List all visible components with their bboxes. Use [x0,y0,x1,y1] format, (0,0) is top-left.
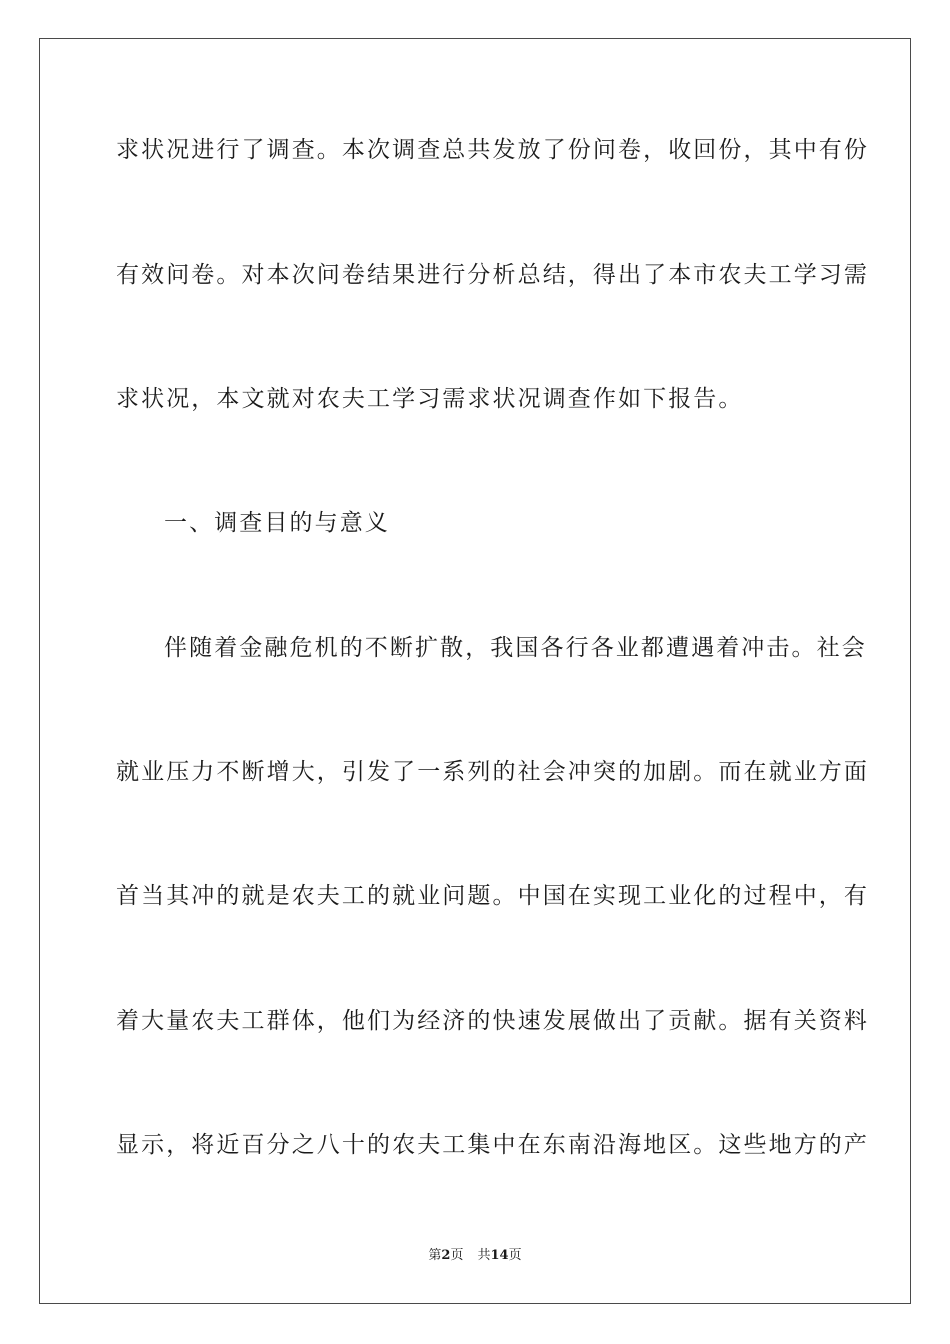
body-line: 显示，将近百分之八十的农夫工集中在东南沿海地区。这些地方的产 [116,1132,869,1158]
body-line: 求状况，本文就对农夫工学习需求状况调查作如下报告。 [116,386,744,412]
body-line: 就业压力不断增大，引发了一系列的社会冲突的加剧。而在就业方面 [116,759,869,785]
section-heading: 一、调查目的与意义 [164,510,390,536]
body-line: 着大量农夫工群体，他们为经济的快速发展做出了贡献。据有关资料 [116,1008,869,1034]
page-footer [0,1247,950,1265]
footer-page-number: 2 [441,1248,451,1263]
body-line: 首当其冲的就是农夫工的就业问题。中国在实现工业化的过程中，有 [116,883,869,909]
page-border [39,38,911,1304]
footer-page-suffix: 页 [450,1248,464,1263]
body-line: 有效问卷。对本次问卷结果进行分析总结，得出了本市农夫工学习需 [116,262,869,288]
footer-page-prefix: 第 [428,1248,442,1263]
paragraph-first-line: 伴随着金融危机的不断扩散，我国各行各业都遭遇着冲击。社会 [164,635,867,661]
footer-total-prefix: 共 [477,1248,491,1263]
footer-total-pages: 14 [490,1248,509,1263]
footer-total-suffix: 页 [508,1248,522,1263]
body-line: 求状况进行了调查。本次调查总共发放了份问卷，收回份，其中有份 [116,137,869,163]
